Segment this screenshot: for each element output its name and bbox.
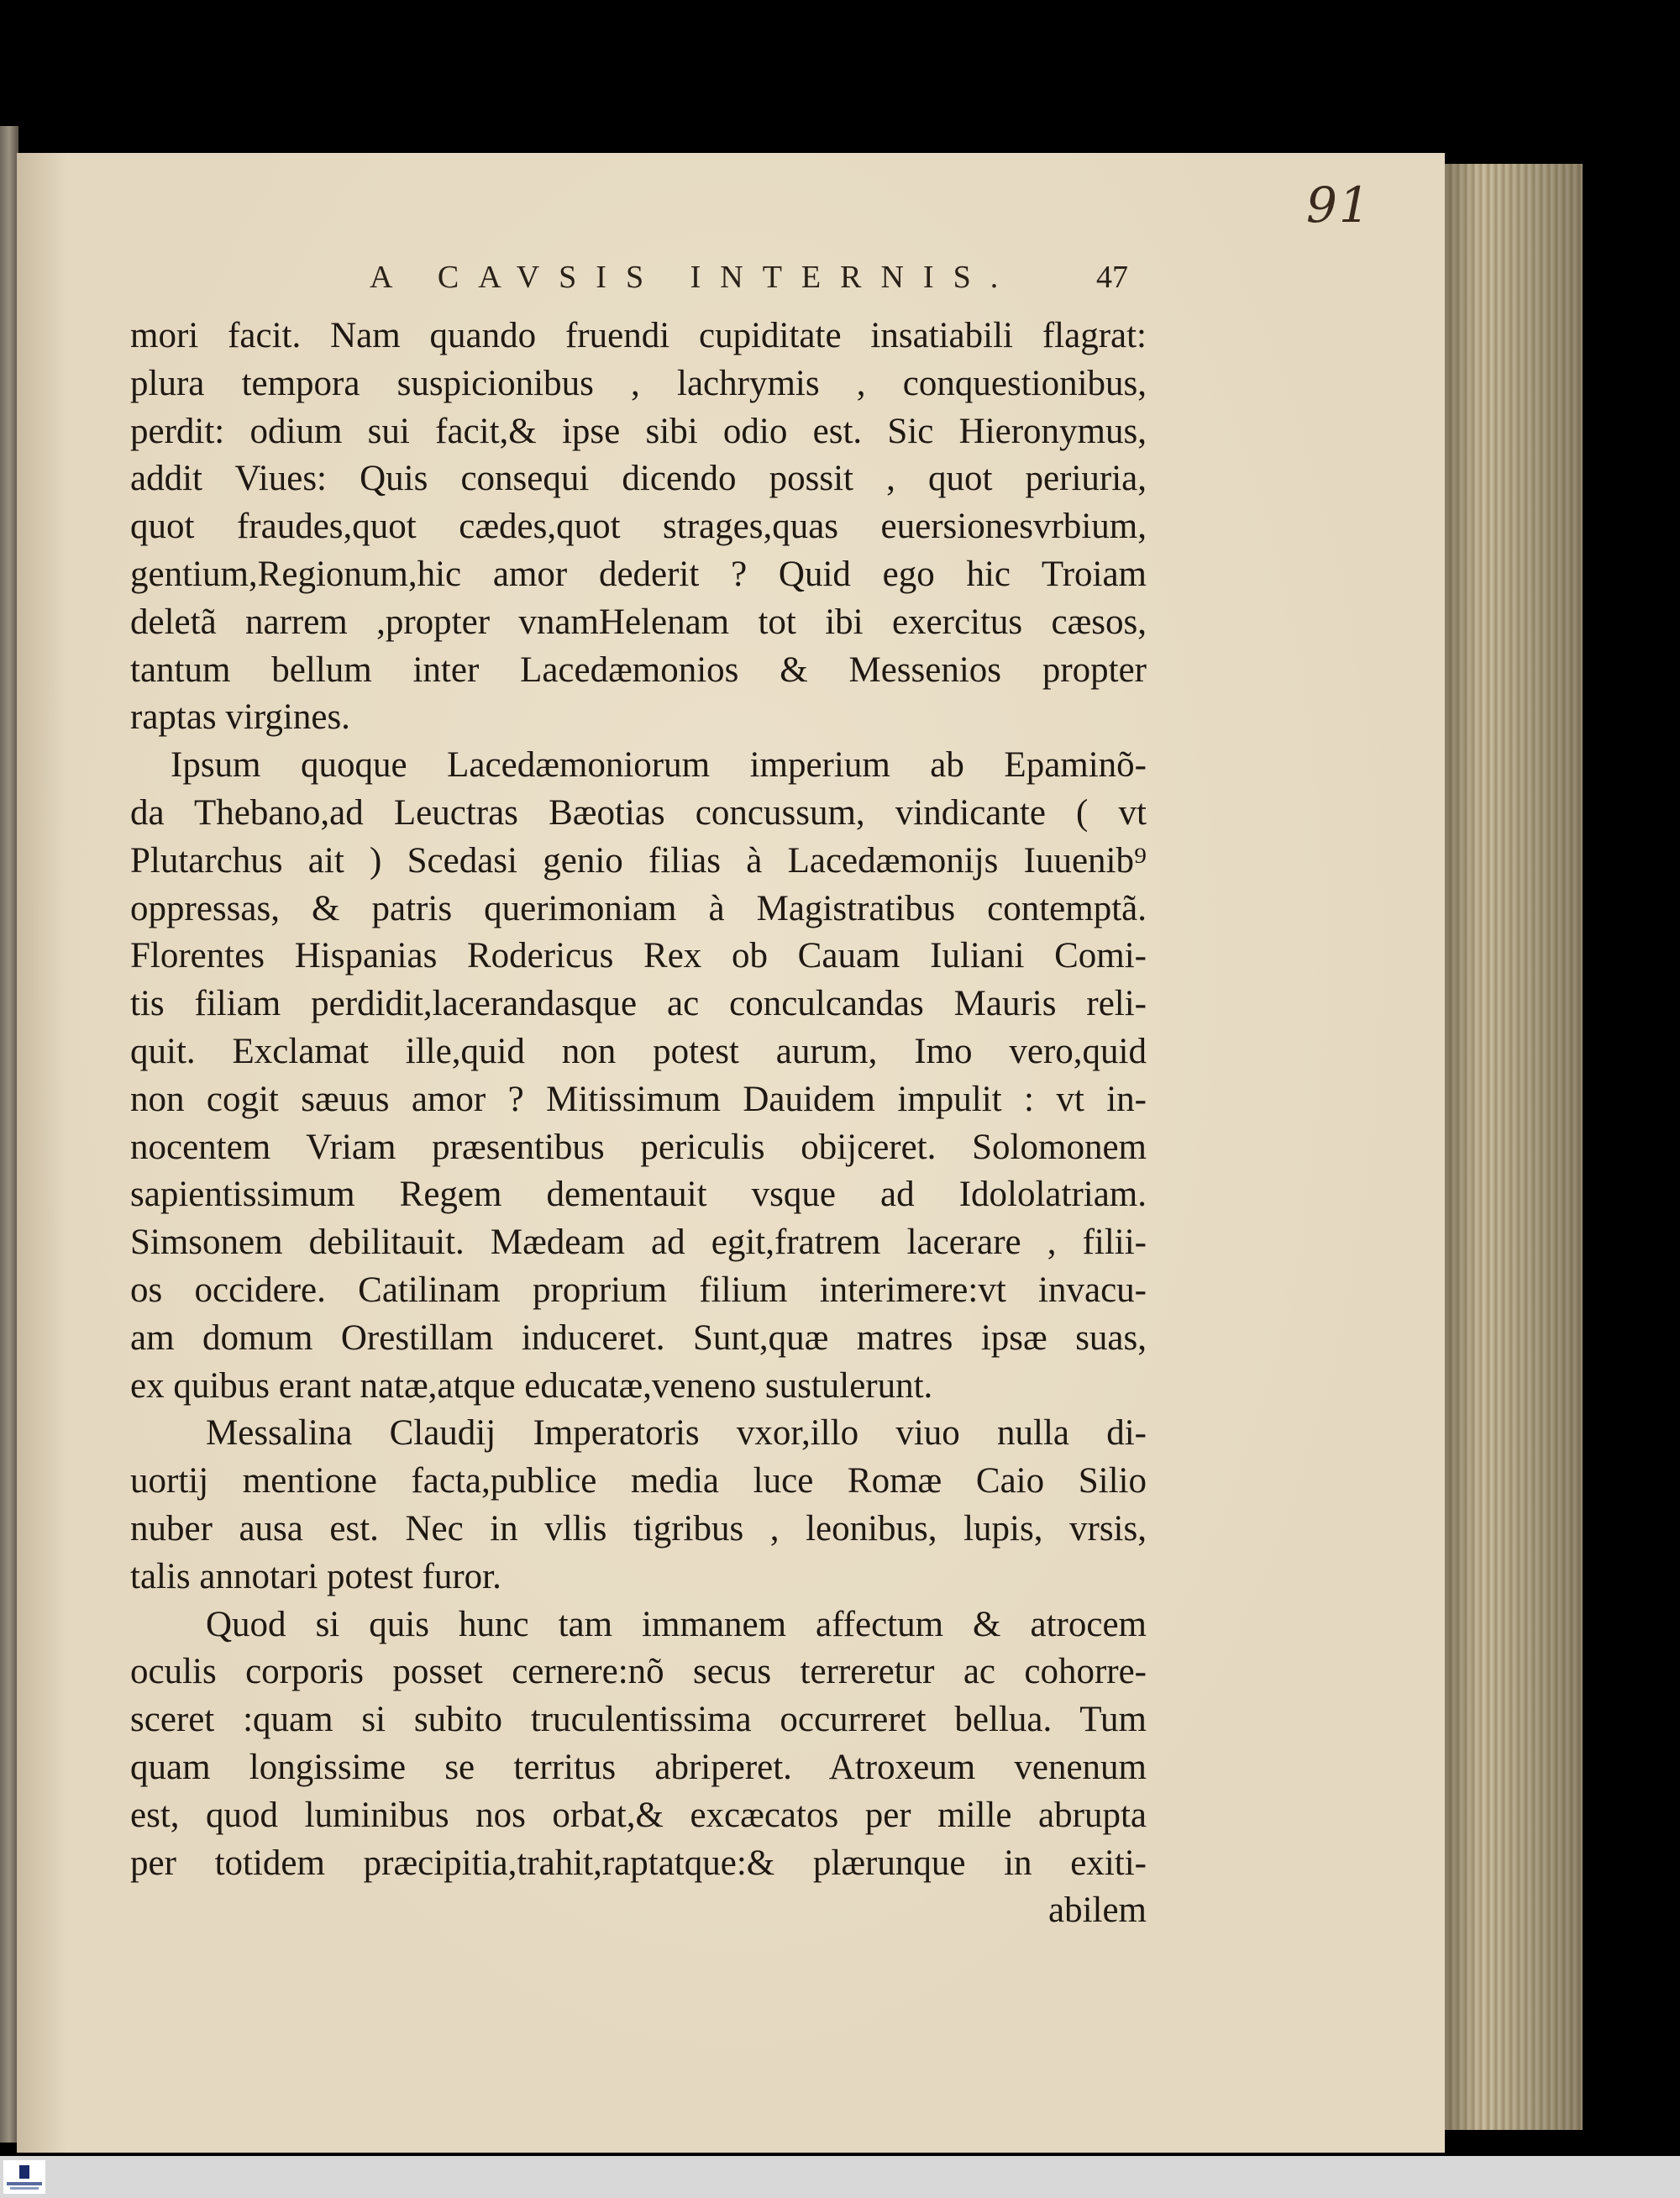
text-line: sceret :quam si subito truculentissima occurreret bellua. Tum: [130, 1700, 1147, 1740]
text-line: quit. Exclamat ille,quid non potest aurum, Imo vero,quid: [130, 1031, 1147, 1071]
text-line: talis annotari potest furor.: [130, 1556, 501, 1596]
page-stack-shadow: [1438, 164, 1583, 2130]
text-line: mori facit. Nam quando fruendi cupiditate insatiabili flagrat:: [130, 316, 1147, 355]
text-line: quam longissime se territus abriperet. Atroxeum venenum: [130, 1747, 1147, 1787]
page-stack-edge: [1435, 164, 1583, 2130]
page-number: 47: [1096, 260, 1128, 295]
text-line: da Thebano,ad Leuctras Bæotias concussum, vindicante ( vt: [130, 792, 1147, 833]
catchword: abilem: [1047, 1890, 1147, 1931]
viewer-footer-bar: [0, 2156, 1680, 2198]
left-page-edge: [0, 126, 18, 2143]
text-line: Ipsum quoque Lacedæmoniorum imperium ab Epaminõ-: [171, 745, 1147, 786]
text-line: tis filiam perdidit,lacerandasque ac conculcandas Mauris reli-: [130, 984, 1147, 1024]
text-line: quot fraudes,quot cædes,quot strages,quas euersionesvrbium,: [130, 507, 1147, 547]
text-line: Plutarchus ait ) Scedasi genio filias à Lacedæmonijs Iuuenib⁹: [130, 840, 1147, 881]
text-line: am domum Orestillam induceret. Sunt,quæ matres ipsæ suas,: [130, 1317, 1147, 1358]
library-logo-icon: [3, 2160, 45, 2194]
text-line: perdit: odium sui facit,& ipse sibi odio est. Sic Hieronymus,: [130, 411, 1147, 451]
text-line: non cogit sæuus amor ? Mitissimum Dauidem impulit : vt in-: [130, 1079, 1147, 1119]
text-line: plura tempora suspicionibus , lachrymis , conquestionibus,: [130, 363, 1147, 403]
text-line: gentium,Regionum,hic amor dederit ? Quid ego hic Troiam: [130, 554, 1147, 594]
text-line: nuber ausa est. Nec in vllis tigribus , leonibus, lupis, vrsis,: [130, 1508, 1147, 1549]
text-line: uortij mentione facta,publice media luce Romæ Caio Silio: [130, 1461, 1147, 1501]
text-line: Simsonem debilitauit. Mædeam ad egit,fratrem lacerare , filii-: [130, 1223, 1147, 1263]
logo-mark: [19, 2165, 29, 2179]
body-text: [130, 313, 1147, 1935]
text-line: est, quod luminibus nos orbat,& excæcatos per mille abrupta: [130, 1795, 1147, 1835]
text-line: oppressas, & patris querimoniam à Magistratibus contemptã.: [130, 888, 1147, 928]
running-head: A CAVSIS INTERNIS.: [370, 260, 1018, 295]
text-line: oculis corporis posset cernere:nõ secus terreretur ac cohorre-: [130, 1652, 1147, 1692]
text-line: Florentes Hispanias Rodericus Rex ob Cauam Iuliani Comi-: [130, 936, 1147, 976]
text-line: per totidem præcipitia,trahit,raptatque:& plærunque in exiti-: [130, 1843, 1147, 1883]
text-line: ex quibus erant natæ,atque educatæ,veneno sustulerunt.: [130, 1365, 933, 1406]
text-line: Quod si quis hunc tam immanem affectum & atrocem: [206, 1604, 1147, 1644]
text-line: sapientissimum Regem dementauit vsque ad Idololatriam.: [130, 1175, 1147, 1215]
logo-caption-line: [7, 2182, 42, 2185]
text-line: Messalina Claudij Imperatoris vxor,illo viuo nulla di-: [206, 1413, 1147, 1454]
handwritten-folio-number: 91: [1306, 176, 1372, 234]
text-line: tantum bellum inter Lacedæmonios & Messenios propter: [130, 649, 1147, 690]
text-line: addit Viues: Quis consequi dicendo possit , quot periuria,: [130, 459, 1147, 499]
logo-caption-line: [10, 2187, 39, 2190]
text-line: deletã narrem ,propter vnamHelenam tot ibi exercitus cæsos,: [130, 602, 1147, 642]
text-line: nocentem Vriam præsentibus periculis obijceret. Solomonem: [130, 1127, 1147, 1167]
text-line: os occidere. Catilinam proprium filium interimere:vt invacu-: [130, 1270, 1147, 1310]
text-line: raptas virgines.: [130, 697, 350, 738]
